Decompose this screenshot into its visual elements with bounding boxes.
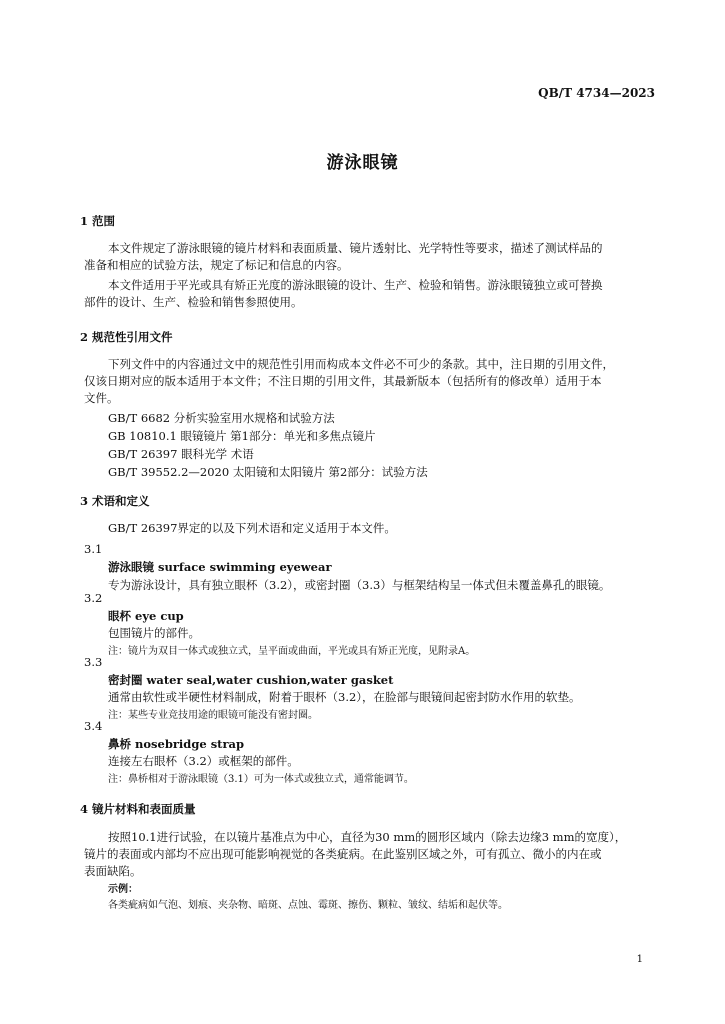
section-2-para-line1: 下列文件中的内容通过文中的规范性引用而构成本文件必不可少的条款。其中，注日期的引用文件，	[108, 357, 614, 371]
section-2-para-line2: 仅该日期对应的版本适用于本文件；不注日期的引用文件，其最新版本（包括所有的修改单）适用于本	[84, 374, 602, 388]
term-note: 注：鼻桥相对于游泳眼镜（3.1）可为一体式或独立式，通常能调节。	[108, 774, 414, 785]
section-2-heading: 2 规范性引用文件	[80, 330, 173, 344]
standard-number: QB/T 4734—2023	[538, 86, 655, 100]
reference-item: GB/T 39552.2—2020 太阳镜和太阳镜片 第2部分：试验方法	[108, 465, 428, 479]
term-name: 密封圈 water seal,water cushion,water gasket	[108, 673, 394, 687]
section-1-para2-line2: 部件的设计、生产、检验和销售参照使用。	[84, 295, 303, 309]
term-number: 3.4	[84, 719, 103, 733]
term-number: 3.3	[84, 655, 103, 669]
term-definition: 连接左右眼杯（3.2）或框架的部件。	[108, 754, 299, 768]
term-number: 3.1	[84, 542, 103, 556]
term-definition: 专为游泳设计，具有独立眼杯（3.2），或密封圈（3.3）与框架结构呈一体式但未覆盖鼻孔的眼镜。	[108, 578, 611, 592]
section-4-heading: 4 镜片材料和表面质量	[80, 802, 196, 816]
term-number: 3.2	[84, 591, 103, 605]
term-definition: 包围镜片的部件。	[108, 626, 200, 640]
section-4-para-line3: 表面缺陷。	[84, 864, 142, 878]
section-4-para-line2: 镜片的表面或内部均不应出现可能影响视觉的各类疵病。在此鉴别区域之外，可有孤立、微小的内在或	[84, 847, 602, 861]
term-definition: 通常由软性或半硬性材料制成，附着于眼杯（3.2），在脸部与眼镜间起密封防水作用的软垫。	[108, 690, 581, 704]
example-label: 示例：	[108, 884, 138, 895]
reference-item: GB/T 26397 眼科光学 术语	[108, 447, 254, 461]
reference-item: GB 10810.1 眼镜镜片 第1部分：单光和多焦点镜片	[108, 429, 376, 443]
section-1-para1-line1: 本文件规定了游泳眼镜的镜片材料和表面质量、镜片透射比、光学特性等要求，描述了测试样品的	[108, 241, 603, 255]
section-3-heading: 3 术语和定义	[80, 494, 150, 508]
term-name: 鼻桥 nosebridge strap	[108, 737, 245, 751]
section-1-para2-line1: 本文件适用于平光或具有矫正光度的游泳眼镜的设计、生产、检验和销售。游泳眼镜独立或可替换	[108, 278, 603, 292]
section-3-intro: GB/T 26397界定的以及下列术语和定义适用于本文件。	[108, 521, 396, 535]
section-1-heading: 1 范围	[80, 214, 116, 228]
section-4-para-line1: 按照10.1进行试验，在以镜片基准点为中心，直径为30 mm的圆形区域内（除去边缘3 mm的宽度），	[108, 830, 627, 844]
section-2-para-line3: 文件。	[84, 391, 119, 405]
term-name: 眼杯 eye cup	[108, 609, 184, 623]
term-name: 游泳眼镜 surface swimming eyewear	[108, 560, 332, 574]
term-note: 注：镜片为双目一体式或独立式，呈平面或曲面，平光或具有矫正光度，见附录A。	[108, 646, 476, 657]
example-text: 各类疵病如气泡、划痕、夹杂物、暗斑、点蚀、霉斑、擦伤、颗粒、皱纹、结垢和起伏等。	[108, 900, 508, 911]
page-number: 1	[636, 954, 643, 965]
reference-item: GB/T 6682 分析实验室用水规格和试验方法	[108, 411, 335, 425]
document-title: 游泳眼镜	[326, 153, 399, 173]
section-1-para1-line2: 准备和相应的试验方法，规定了标记和信息的内容。	[84, 258, 349, 272]
term-note: 注：某些专业竞技用途的眼镜可能没有密封圈。	[108, 710, 318, 721]
